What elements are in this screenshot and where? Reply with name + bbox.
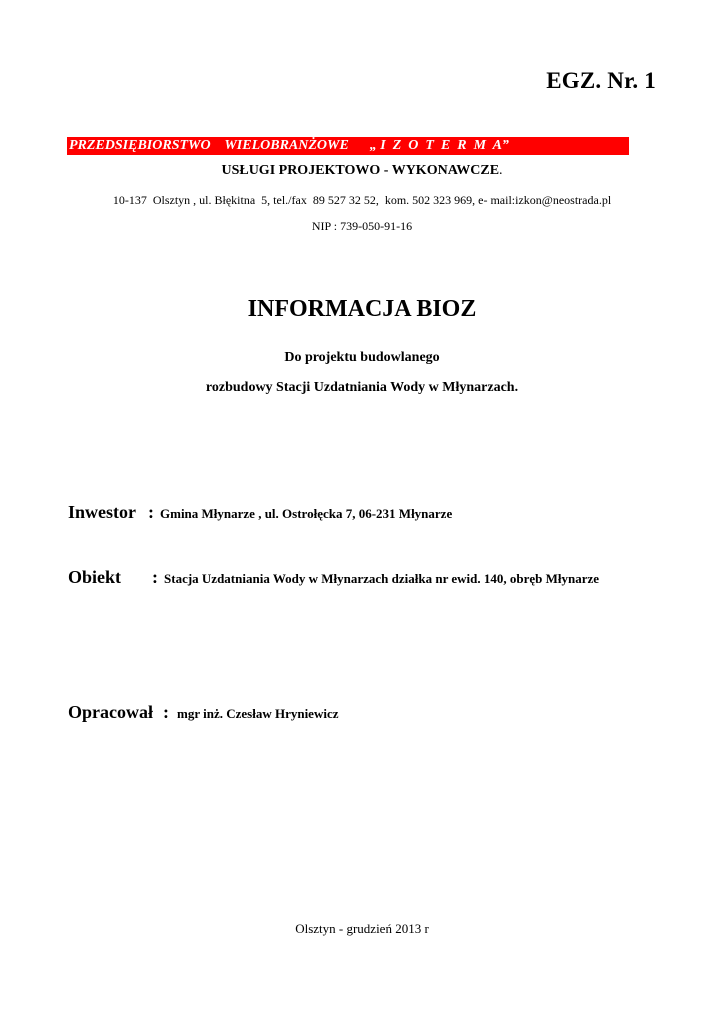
author-value: mgr inż. Czesław Hryniewicz xyxy=(177,706,339,721)
company-address: 10-137 Olsztyn , ul. Błękitna 5, tel./fax 89 527 32 52, kom. 502 323 969, e- mail:izkon@neostrada.pl xyxy=(112,193,612,207)
object-label: Obiekt xyxy=(68,567,122,587)
place-date: Olsztyn - grudzień 2013 r xyxy=(295,921,429,936)
investor-row xyxy=(68,502,452,523)
investor-value: Gmina Młynarze , ul. Ostrołęcka 7, 06-231 Młynarze xyxy=(160,506,453,521)
company-services-text: USŁUGI PROJEKTOWO - WYKONAWCZE xyxy=(221,163,500,178)
author-colon: : xyxy=(163,702,169,722)
copy-number: EGZ. Nr. 1 xyxy=(546,68,656,93)
document-subtitle-line2: rozbudowy Stacji Uzdatniania Wody w Młynarzach. xyxy=(205,380,519,395)
document-title: INFORMACJA BIOZ xyxy=(247,296,477,322)
company-name-banner: PRZEDSIĘBIORSTWO WIELOBRANŻOWE „ I Z O T E R M A” xyxy=(67,137,629,155)
investor-label: Inwestor xyxy=(68,502,136,522)
object-row xyxy=(68,567,599,588)
object-value: Stacja Uzdatniania Wody w Młynarzach działka nr ewid. 140, obręb Młynarze xyxy=(164,571,600,586)
document-subtitle-line1: Do projektu budowlanego xyxy=(284,350,440,365)
author-row xyxy=(68,702,339,723)
company-services xyxy=(0,163,724,179)
company-nip: NIP : 739-050-91-16 xyxy=(311,219,413,233)
company-services-dot: . xyxy=(499,163,503,178)
author-label: Opracował xyxy=(68,702,153,722)
object-colon: : xyxy=(152,567,159,587)
investor-colon: : xyxy=(148,502,154,522)
